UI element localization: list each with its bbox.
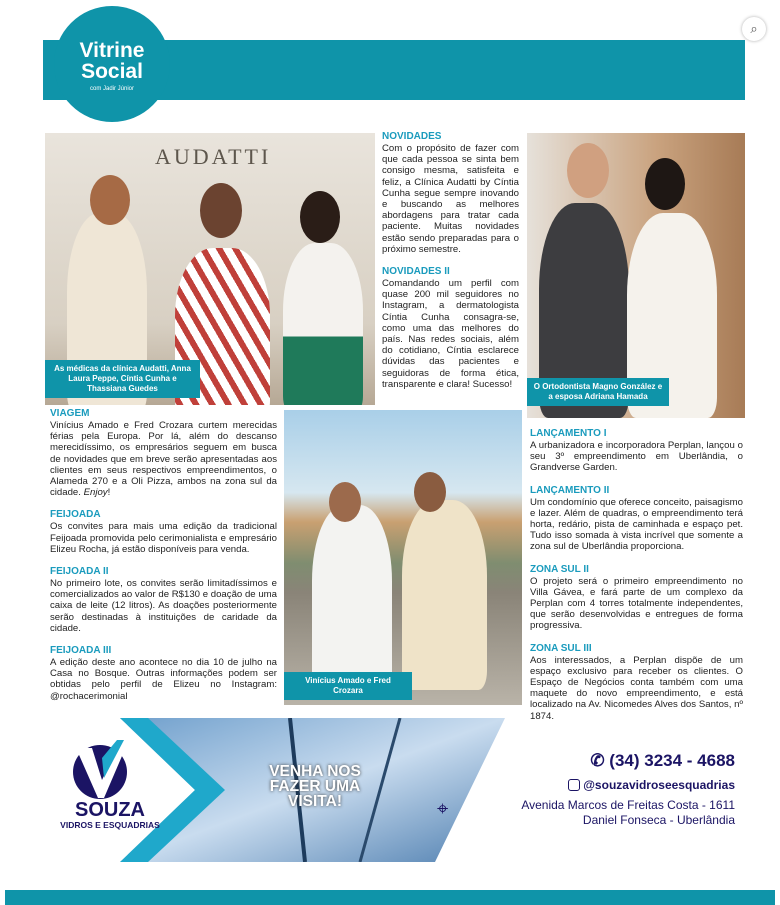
ad-slogan	[245, 764, 385, 809]
viagem-body	[50, 420, 277, 498]
clinic-photo-caption: As médicas da clínica Audatti, Anna Laura Peppe, Cíntia Cunha e Thassiana Guedes	[45, 360, 200, 398]
feijoada2-body: No primeiro lote, os convites serão limitadíssimos e comercializados ao valor de R$130 e doação de uma caixa de leite (12 litros). As doações posteriormente serão destinadas à instituições de caridade da cidade.	[50, 578, 277, 634]
couple-photo	[527, 133, 745, 418]
instagram-icon	[568, 779, 580, 791]
lancamento1-body: A urbanizadora e incorporadora Perplan, lançou o seu 3º empreendimento em Uberlândia, o Grandverse Garden.	[530, 440, 743, 474]
ad-instagram[interactable]	[568, 778, 735, 792]
lancamento2-heading: LANÇAMENTO II	[530, 484, 610, 496]
clinic-sign: AUDATTI	[155, 144, 272, 169]
slogan-line-3: VISITA!	[288, 793, 342, 810]
ad-brand: SOUZA	[75, 799, 145, 821]
viagem-text: Vinícius Amado e Fred Crozara curtem merecidas férias pela Europa. Por lá, além do descanso merecidíssimo, os empresários seguem em busca de novidades que em breve serão apresentadas aos clientes em seus respectivos empreendimentos, o Alameda 270 e a Oli Pizza, ambos na zona sul da cidade.	[50, 420, 277, 499]
viagem-feijoada-column	[50, 408, 277, 713]
novidades-heading: NOVIDADES	[382, 131, 442, 142]
lancamento1-heading: LANÇAMENTO I	[530, 428, 607, 439]
viagem-end: !	[107, 487, 111, 499]
footer-bar	[5, 890, 775, 905]
viagem-enjoy: Enjoy	[83, 487, 108, 499]
column-logo	[54, 40, 170, 94]
zonasul3-heading: ZONA SUL III	[530, 642, 592, 654]
image-search-icon[interactable]: ⌕	[742, 17, 766, 41]
ad-brand-sub: VIDROS E ESQUADRIAS	[60, 820, 160, 830]
title-line-1: Vitrine	[79, 39, 145, 62]
zonasul2-body: O projeto será o primeiro empreendimento no Villa Gávea, e fará parte de um complexo da Perplan com 4 torres totalmente independentes, que serão desenvolvidas e entregues de forma progressiva.	[530, 575, 743, 632]
location-pin-icon: ⌖	[437, 798, 449, 820]
viagem-heading: VIAGEM	[50, 408, 90, 419]
feijoada2-heading: FEIJOADA II	[50, 566, 109, 578]
feijoada-heading: FEIJOADA	[50, 509, 101, 521]
columnist-name: com Jadir Júnior	[89, 86, 134, 92]
slogan-line-2: FAZER UMA	[269, 778, 361, 795]
souza-advertisement[interactable]	[30, 718, 750, 862]
feijoada3-heading: FEIJOADA III	[50, 645, 112, 657]
novidades-body: Com o propósito de fazer com que cada pessoa se sinta bem consigo mesma, satisfeita e feliz, a Clínica Audatti by Cíntia Cunha segue sempre inovando e buscando as melhores abordagens para tratar cada paciente. Muitas novidades estão sendo preparadas para o próximo semestre.	[382, 143, 519, 255]
feijoada-body: Os convites para mais uma edição da tradicional Feijoada promovida pelo cerimonialista e empresário Elizeu Rocha, já estão disponíveis para venda.	[50, 521, 277, 555]
couple-photo-caption: O Ortodontista Magno González e a esposa Adriana Hamada	[527, 378, 669, 406]
travel-photo-caption: Vinícius Amado e Fred Crozara	[284, 672, 412, 700]
travel-photo	[284, 410, 522, 705]
novidades2-heading: NOVIDADES II	[382, 266, 450, 278]
feijoada3-body: A edição deste ano acontece no dia 10 de julho na Casa no Bosque. Outras informações podem ser obtidas pelo perfil de Elizeu no Instagram: @rochacerimonial	[50, 657, 277, 702]
perplan-column	[530, 428, 743, 733]
souza-logo-icon	[62, 740, 142, 800]
address-line-2: Daniel Fonseca - Uberlândia	[582, 813, 735, 827]
clinic-photo	[45, 133, 375, 405]
novidades-column	[382, 131, 519, 401]
ad-address	[521, 798, 735, 828]
address-line-1: Avenida Marcos de Freitas Costa - 1611	[521, 798, 735, 812]
novidades2-body: Comandando um perfil com quase 200 mil seguidores no Instagram, a dermatologista Cíntia Cunha consagra-se, como uma das melhores do país. Nas redes sociais, além do cotidiano, Cíntia esclarece dúvidas das pacientes e seguidoras de forma ética, transparente e clara! Sucesso!	[382, 278, 519, 390]
whatsapp-icon: ✆	[590, 751, 605, 770]
slogan-line-1: VENHA NOS	[269, 763, 361, 780]
ad-phone-number: (34) 3234 - 4688	[609, 751, 735, 770]
zonasul3-body: Aos interessados, a Perplan dispõe de um espaço exclusivo para receber os clientes. O Espaço de Negócios conta também com uma maquete do novo empreendimento, e está localizado na Av. Nicomedes Alves dos Santos, nº 1874.	[530, 654, 743, 722]
title-line-2: Social	[81, 60, 143, 83]
lancamento2-body: Um condomínio que oferece conceito, paisagismo e lazer. Além de quadras, o empreendimento terá horta, redário, pista de caminhada e espaço pet. Tudo isso somada à vista incrível que somente a zona sul de Uberlândia proporciona.	[530, 496, 743, 553]
zonasul2-heading: ZONA SUL II	[530, 563, 589, 575]
ad-phone[interactable]	[590, 751, 735, 771]
ad-instagram-handle: @souzavidroseesquadrias	[583, 778, 735, 792]
